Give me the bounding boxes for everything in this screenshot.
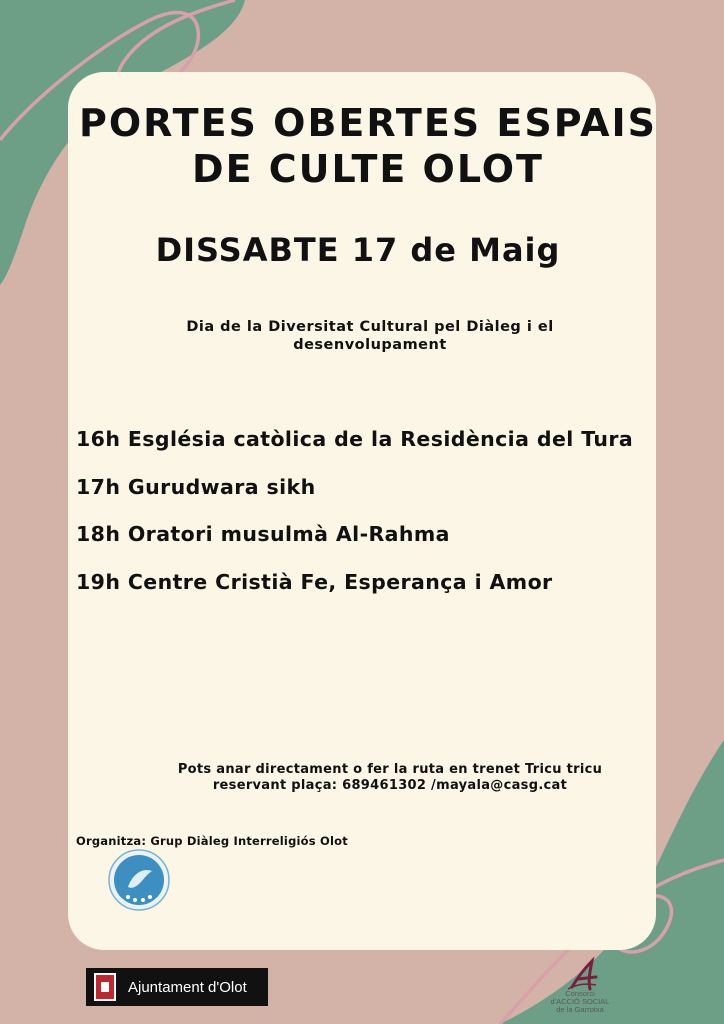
council-logo bbox=[86, 968, 268, 1006]
route-note-line-1: Pots anar directament o fer la ruta en trenet Tricu tricu bbox=[177, 762, 603, 777]
consorci-logo-text bbox=[530, 990, 630, 1014]
subtitle-line-1: Dia de la Diversitat Cultural pel Diàleg i el bbox=[186, 319, 554, 335]
event-subtitle bbox=[100, 318, 640, 354]
council-name: Ajuntament d'Olot bbox=[128, 978, 247, 996]
group-logo-icon bbox=[106, 849, 172, 911]
subtitle-line-2: desenvolupament bbox=[293, 337, 447, 353]
schedule-item: 19h Centre Cristià Fe, Esperança i Amor bbox=[76, 569, 553, 594]
schedule-item: 18h Oratori musulmà Al-Rahma bbox=[76, 522, 450, 546]
schedule-item: 17h Gurudwara sikh bbox=[76, 474, 316, 499]
title-line-1: PORTES OBERTES ESPAIS bbox=[78, 101, 658, 145]
route-note-line-2: reservant plaça: 689461302 /mayala@casg.cat bbox=[212, 778, 568, 793]
route-note bbox=[120, 762, 660, 794]
schedule-item: 16h Església catòlica de la Residència del Tura bbox=[76, 427, 634, 451]
organizer-label: Organitza: Grup Diàleg Interreligiós Olot bbox=[76, 834, 348, 848]
title-line-2: DE CULTE OLOT bbox=[192, 147, 544, 191]
event-date: DISSABTE 17 de Maig bbox=[155, 231, 561, 269]
schedule-list bbox=[76, 425, 656, 615]
poster-title bbox=[68, 100, 668, 192]
consorci-line-1: Consorci bbox=[565, 989, 595, 998]
consorci-line-2: d'ACCIÓ SOCIAL bbox=[550, 997, 610, 1006]
consorci-line-3: de la Garrotxa bbox=[556, 1005, 604, 1014]
council-emblem-icon bbox=[94, 973, 116, 1001]
